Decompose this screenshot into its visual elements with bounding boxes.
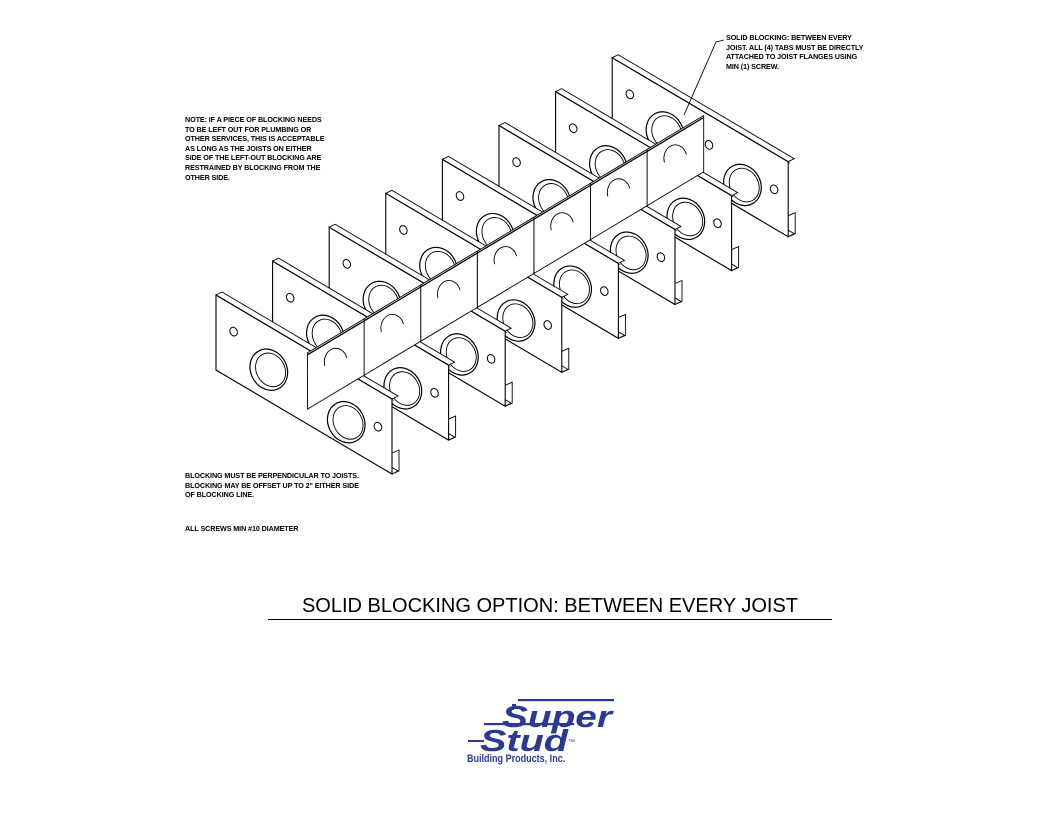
super-stud-logo: [466, 696, 616, 768]
note-line: AS LONG AS THE JOISTS ON EITHER: [185, 143, 312, 153]
note-line: ATTACHED TO JOIST FLANGES USING: [726, 52, 858, 62]
trademark-symbol: ™: [568, 739, 575, 746]
note-line: OTHER SIDE.: [185, 172, 230, 182]
note-line: BLOCKING MAY BE OFFSET UP TO 2" EITHER SIDE: [185, 480, 359, 490]
page-title: SOLID BLOCKING OPTION: BETWEEN EVERY JOIST: [268, 594, 832, 620]
logo-word-super: Super: [502, 699, 615, 734]
note-screw-diameter: [185, 524, 298, 534]
note-perpendicular: [185, 471, 359, 500]
logo-word-stud: Stud: [480, 723, 570, 756]
note-line: TO BE LEFT OUT FOR PLUMBING OR: [185, 124, 312, 134]
note-line: SIDE OF THE LEFT-OUT BLOCKING ARE: [185, 153, 322, 163]
note-solid-blocking: [726, 33, 863, 71]
note-line: JOIST. ALL (4) TABS MUST BE DIRECTLY: [726, 42, 864, 52]
note-left-out-blocking: [185, 115, 324, 182]
note-line: RESTRAINED BY BLOCKING FROM THE: [185, 162, 321, 172]
note-line: ALL SCREWS MIN #10 DIAMETER: [185, 524, 299, 533]
note-line: OF BLOCKING LINE.: [185, 490, 254, 500]
note-line: OTHER SERVICES, THIS IS ACCEPTABLE: [185, 134, 325, 144]
note-line: BLOCKING MUST BE PERPENDICULAR TO JOISTS.: [185, 471, 359, 480]
note-line: MIN (1) SCREW.: [726, 61, 779, 71]
logo-mark: [466, 696, 616, 756]
note-line: NOTE: IF A PIECE OF BLOCKING NEEDS: [185, 115, 322, 124]
note-line: SOLID BLOCKING: BETWEEN EVERY: [726, 33, 852, 42]
logo-subtitle: Building Products, Inc.: [467, 753, 566, 765]
